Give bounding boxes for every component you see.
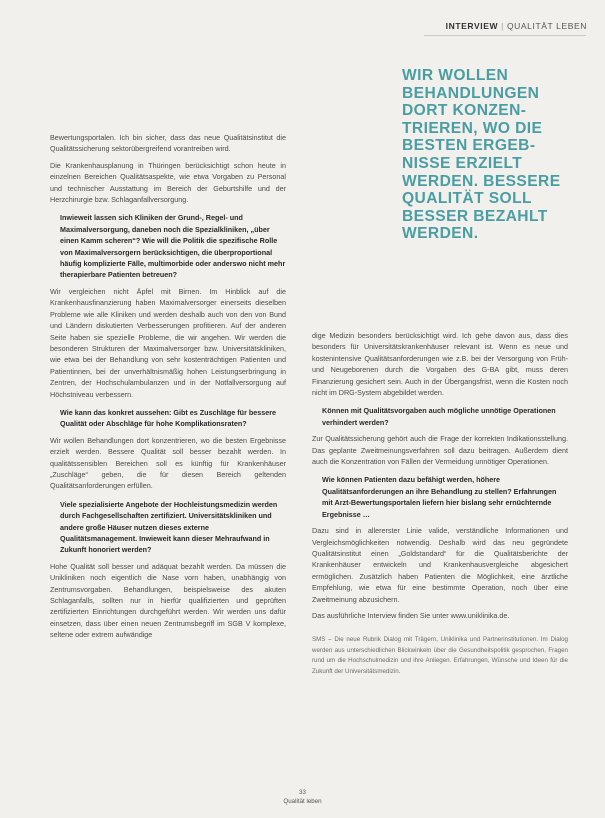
left-text-column [50,132,286,646]
header-section: INTERVIEW [445,21,499,31]
header-divider: | [501,21,504,31]
running-header [446,21,587,31]
answer-paragraph: Hohe Qualität soll besser und adäquat bezahlt werden. Da müssen die Unikliniken noch eigentlich die Nase vorn haben, unabhängig von Zentrumsvorgaben. Behandlungen, beispielsweise des akuten Schlaganfalls, sollten nur in hierfür qualifizierten und geprüften zertifizierten Einrichtungen durchgeführt werden. Wir werden uns dafür einsetzen, dass über einen neuen Zentrumsbegriff im SGB V komplexe, seltene oder extrem aufwändige [50,561,286,640]
interview-question: Wie kann das konkret aussehen: Gibt es Zuschläge für bessere Qualität oder Abschläge für hohe Komplikationsraten? [60,407,277,429]
answer-paragraph: Dazu sind in allererster Linie valide, verständliche Informationen und Vergleichsmöglichkeiten notwendig. Deshalb wird das neu gegründete Qualitätsinstitut einen „Goldstandard“ für die Qualitätsberichte der Krankenhäuser entwickeln und Krankenhausvergleiche abgesichert ermöglichen. Zusätzlich haben Patienten die Möglichkeit, eine ärztliche Empfehlung, wie etwa für eine bestimmte Operation, noch über eine Zweitmeinung abzusichern. [312,526,568,604]
right-text-column [312,330,568,682]
answer-paragraph: Das ausführliche Interview finden Sie unter www.uniklinika.de. [312,610,510,620]
interview-question: Können mit Qualitätsvorgaben auch mögliche unnötige Operationen verhindert werden? [322,406,556,427]
answer-paragraph: Die Krankenhausplanung in Thüringen berücksichtigt schon heute in einzelnen Bereichen Qualitätsaspekte, wie etwa Vorgaben zu Personal und technischer Ausstattung im Bereich der Geburtshilfe und der Herzchirurgie bzw. Schlaganfallversorgung. [50,160,286,205]
answer-paragraph: Zur Qualitätssicherung gehört auch die Frage der korrekten Indikationsstellung. Das geplante Zweitmeinungsverfahren soll dazu beitragen. Außerdem dient auch die Konzentration von Fällen der Vermeidung unnötiger Operationen. [312,434,568,467]
interview-question: Viele spezialisierte Angebote der Hochleistungsmedizin werden durch Fachgesellschaften zertifiziert. Universitätskliniken und andere große Häuser nutzen dieses externe Qualitätsmanagement. Inwieweit kann dieser Mehraufwand in Zukunft honoriert werden? [60,499,278,555]
pull-quote: WIR WOLLEN BEHANDLUNGEN DORT KONZEN- TRIEREN, WO DIE BESTEN ERGEB- NISSE ERZIELT WERDEN. BESSERE QUALITÄT SOLL BESSER BEZAHLT WERDEN. [402,67,561,243]
publication-name: Qualität leben [283,798,322,805]
answer-paragraph: Wir vergleichen nicht Äpfel mit Birnen. Im Hinblick auf die Krankenhausfinanzierung haben Maximalversorger einerseits dieselben Probleme wie alle Kliniken und werden deshalb auch von den von Bund und Ländern diskutierten Verbesserungen profitieren. Auf der anderen Seite haben sie spezielle Probleme, die wir angehen. Wir werden die besonderen Strukturen der Maximalversorger bzw. Universitätskliniken, wie etwa bei der Behandlung von sehr kostenträchtigen Patienten und Patientinnen, bei der unverhältnismäßig hohen Leistungserbringung in Zentren, der Hochschulambulanzen und in der Notfallversorgung auf Höchstniveau verbessern. [50,286,286,399]
answer-paragraph: Bewertungsportalen. Ich bin sicher, dass das neue Qualitätsinstitut die Qualitätssicherung sektorübergreifend vorantreiben wird. [50,133,286,154]
answer-paragraph: Wir wollen Behandlungen dort konzentrieren, wo die besten Ergebnisse erzielt werden. Bessere Qualität soll besser bezahlt werden. In qualitätssensiblen Bereichen soll es künftig für Krankenhäuser „Zuschläge“ geben, die für diesen Bereich geltenden Qualitätsanforderungen erfüllen. [50,435,286,491]
header-subsection: QUALITÄT LEBEN [506,21,587,31]
interview-question: Wie können Patienten dazu befähigt werden, höhere Qualitätsanforderungen an ihre Behandlung zu stellen? Erfahrungen mit Arzt-Bewertungsportalen liefern hier bislang sehr ernüchternde Ergebnisse … [322,475,557,519]
answer-paragraph: dige Medizin besonders berücksichtigt wird. Ich gehe davon aus, dass dies besonders für Universitätskrankenhäuser relevant ist. Wenn es neue und kostenintensive Qualitätsanforderungen wie z.B. bei der Versorgung von Früh- und Neugeborenen durch die Vorgaben des G-BA gibt, muss deren Finanzierung gesichert sein. Auch in der Übergangsfrist, wenn die Kosten noch nicht im DRG-System abgebildet werden. [312,331,568,398]
footnote: SMS – Die neue Rubrik Dialog mit Trägern, Uniklinika und Partnerinstitutionen. Im Dialog werden aus unterschiedlichen Blickwinkeln über die Gesundheitspolitik gesprochen, Fragen rund um die Hochschulmedizin und ihre Anliegen. Erfahrungen, Wünsche und Ideen für die Zukunft der Universitätsmedizin. [312,636,568,675]
interview-question: Inwieweit lassen sich Kliniken der Grund-, Regel- und Maximalversorgung, daneben noch die Spezialkliniken, „über einen Kamm scheren“? Wie will die Politik die spezifische Rolle von Maximalversorgern berücksichtigen, die überproportional häufig komplizierte Fälle, multimorbide oder anderswo nicht mehr therapierbare Patienten betreuen? [60,213,286,280]
header-rule [424,35,586,36]
page-footer [0,788,605,806]
page-number: 33 [299,789,306,796]
